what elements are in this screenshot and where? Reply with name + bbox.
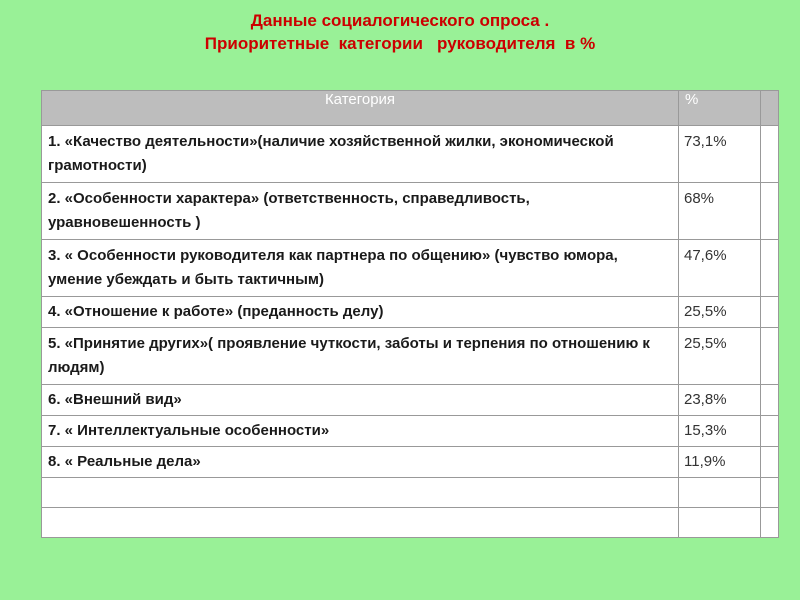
- table-row: [42, 297, 779, 328]
- percent-cell: 11,9%: [679, 447, 761, 478]
- category-cell: 8. « Реальные дела»: [42, 447, 679, 478]
- title-line-2: Приоритетные категории руководителя в %: [204, 34, 596, 53]
- empty-cell: [679, 508, 761, 538]
- table-row: [42, 416, 779, 447]
- extra-cell: [761, 297, 779, 328]
- empty-cell: [761, 478, 779, 508]
- category-cell: 5. «Принятие других»( проявление чуткости, заботы и терпения по отношению к людям): [42, 328, 679, 385]
- category-cell: 6. «Внешний вид»: [42, 385, 679, 416]
- percent-cell: 25,5%: [679, 328, 761, 385]
- percent-cell: 15,3%: [679, 416, 761, 447]
- table-row: [42, 385, 779, 416]
- category-cell: 4. «Отношение к работе» (преданность делу): [42, 297, 679, 328]
- percent-cell: 47,6%: [679, 240, 761, 297]
- table-row: [42, 183, 779, 240]
- header-extra: [761, 91, 779, 126]
- category-cell: 3. « Особенности руководителя как партнера по общению» (чувство юмора, умение убеждать и быть тактичным): [42, 240, 679, 297]
- extra-cell: [761, 416, 779, 447]
- category-cell: 1. «Качество деятельности»(наличие хозяйственной жилки, экономической грамотности): [42, 126, 679, 183]
- empty-cell: [42, 478, 679, 508]
- extra-cell: [761, 126, 779, 183]
- header-percent: %: [679, 91, 761, 126]
- category-cell: 7. « Интеллектуальные особенности»: [42, 416, 679, 447]
- table-row: [42, 447, 779, 478]
- percent-cell: 68%: [679, 183, 761, 240]
- table-row: [42, 328, 779, 385]
- empty-cell: [761, 508, 779, 538]
- table-header-row: [42, 91, 779, 126]
- table-row: [42, 126, 779, 183]
- extra-cell: [761, 447, 779, 478]
- empty-row: [42, 478, 779, 508]
- percent-cell: 73,1%: [679, 126, 761, 183]
- extra-cell: [761, 328, 779, 385]
- empty-row: [42, 508, 779, 538]
- extra-cell: [761, 385, 779, 416]
- header-category: Категория: [42, 91, 679, 126]
- percent-cell: 25,5%: [679, 297, 761, 328]
- extra-cell: [761, 240, 779, 297]
- page-title: [0, 9, 800, 55]
- table-row: [42, 240, 779, 297]
- empty-cell: [42, 508, 679, 538]
- category-cell: 2. «Особенности характера» (ответственность, справедливость, уравновешенность ): [42, 183, 679, 240]
- empty-cell: [679, 478, 761, 508]
- extra-cell: [761, 183, 779, 240]
- title-line-1: Данные социалогического опроса .: [250, 11, 550, 30]
- survey-table: [41, 90, 779, 538]
- percent-cell: 23,8%: [679, 385, 761, 416]
